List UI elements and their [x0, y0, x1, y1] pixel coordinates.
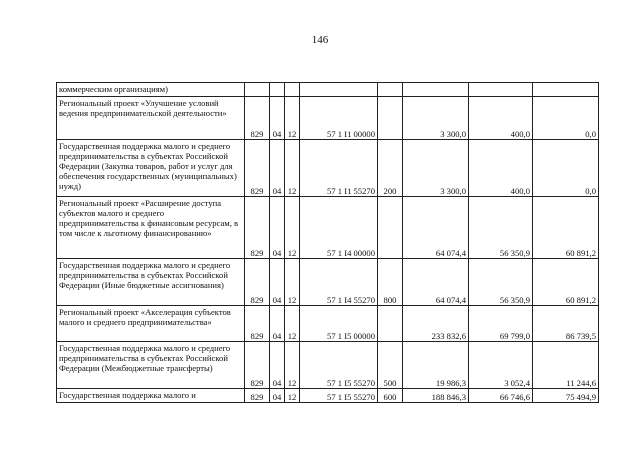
subsection-code — [285, 83, 300, 97]
amount-year-1: 64 074,4 — [403, 259, 469, 306]
subsection-code: 12 — [285, 259, 300, 306]
budget-table — [56, 82, 599, 403]
amount-year-1: 19 986,3 — [403, 342, 469, 389]
subsection-code: 12 — [285, 197, 300, 259]
ved-code: 829 — [245, 259, 270, 306]
amount-year-1: 3 300,0 — [403, 140, 469, 197]
target-article-code: 57 1 I5 55270 — [300, 389, 378, 403]
target-article-code — [300, 83, 378, 97]
amount-year-2 — [469, 83, 533, 97]
ved-code: 829 — [245, 197, 270, 259]
table-row — [57, 97, 599, 140]
amount-year-3: 0,0 — [533, 97, 599, 140]
amount-year-3: 60 891,2 — [533, 259, 599, 306]
target-article-code: 57 1 I4 00000 — [300, 197, 378, 259]
subsection-code: 12 — [285, 342, 300, 389]
expense-type-code: 600 — [378, 389, 403, 403]
section-code: 04 — [270, 97, 285, 140]
amount-year-1: 64 074,4 — [403, 197, 469, 259]
ved-code: 829 — [245, 342, 270, 389]
expense-type-code — [378, 83, 403, 97]
target-article-code: 57 1 I1 00000 — [300, 97, 378, 140]
expense-type-code — [378, 306, 403, 342]
ved-code: 829 — [245, 306, 270, 342]
amount-year-3: 0,0 — [533, 140, 599, 197]
row-name: Государственная поддержка малого и среднего предпринимательства в субъектах Российской Федерации (Закупка товаров, работ и услуг для обеспечения государственных (муниципальных) нужд) — [57, 140, 245, 197]
section-code: 04 — [270, 140, 285, 197]
expense-type-code: 800 — [378, 259, 403, 306]
amount-year-1 — [403, 83, 469, 97]
amount-year-3: 60 891,2 — [533, 197, 599, 259]
amount-year-2: 56 350,9 — [469, 197, 533, 259]
ved-code — [245, 83, 270, 97]
ved-code: 829 — [245, 389, 270, 403]
amount-year-2: 56 350,9 — [469, 259, 533, 306]
amount-year-2: 66 746,6 — [469, 389, 533, 403]
table-row — [57, 197, 599, 259]
table-row — [57, 83, 599, 97]
amount-year-1: 3 300,0 — [403, 97, 469, 140]
section-code: 04 — [270, 306, 285, 342]
amount-year-3: 75 494,9 — [533, 389, 599, 403]
expense-type-code — [378, 197, 403, 259]
table-row — [57, 140, 599, 197]
amount-year-3: 11 244,6 — [533, 342, 599, 389]
amount-year-2: 400,0 — [469, 140, 533, 197]
ved-code: 829 — [245, 140, 270, 197]
amount-year-3: 86 739,5 — [533, 306, 599, 342]
target-article-code: 57 1 I5 55270 — [300, 342, 378, 389]
ved-code: 829 — [245, 97, 270, 140]
section-code: 04 — [270, 389, 285, 403]
row-name: коммерческим организациям) — [57, 83, 245, 97]
table-row — [57, 259, 599, 306]
amount-year-3 — [533, 83, 599, 97]
section-code: 04 — [270, 342, 285, 389]
amount-year-1: 233 832,6 — [403, 306, 469, 342]
amount-year-2: 69 799,0 — [469, 306, 533, 342]
row-name: Государственная поддержка малого и среднего предпринимательства в субъектах Российской Федерации (Межбюджетные трансферты) — [57, 342, 245, 389]
target-article-code: 57 1 I1 55270 — [300, 140, 378, 197]
amount-year-2: 400,0 — [469, 97, 533, 140]
row-name: Региональный проект «Улучшение условий ведения предпринимательской деятельности» — [57, 97, 245, 140]
target-article-code: 57 1 I4 55270 — [300, 259, 378, 306]
table-row — [57, 306, 599, 342]
expense-type-code — [378, 97, 403, 140]
table-row — [57, 389, 599, 403]
expense-type-code: 200 — [378, 140, 403, 197]
row-name: Региональный проект «Расширение доступа субъектов малого и среднего предпринимательства к финансовым ресурсам, в том числе к льготному финансированию» — [57, 197, 245, 259]
expense-type-code: 500 — [378, 342, 403, 389]
table-row — [57, 342, 599, 389]
amount-year-2: 3 052,4 — [469, 342, 533, 389]
section-code: 04 — [270, 197, 285, 259]
subsection-code: 12 — [285, 97, 300, 140]
row-name: Государственная поддержка малого и среднего предпринимательства в субъектах Российской Федерации (Иные бюджетные ассигнования) — [57, 259, 245, 306]
amount-year-1: 188 846,3 — [403, 389, 469, 403]
row-name: Региональный проект «Акселерация субъектов малого и среднего предпринимательства» — [57, 306, 245, 342]
row-name: Государственная поддержка малого и — [57, 389, 245, 403]
section-code — [270, 83, 285, 97]
page-number: 146 — [311, 34, 329, 46]
subsection-code: 12 — [285, 389, 300, 403]
subsection-code: 12 — [285, 306, 300, 342]
target-article-code: 57 1 I5 00000 — [300, 306, 378, 342]
subsection-code: 12 — [285, 140, 300, 197]
section-code: 04 — [270, 259, 285, 306]
